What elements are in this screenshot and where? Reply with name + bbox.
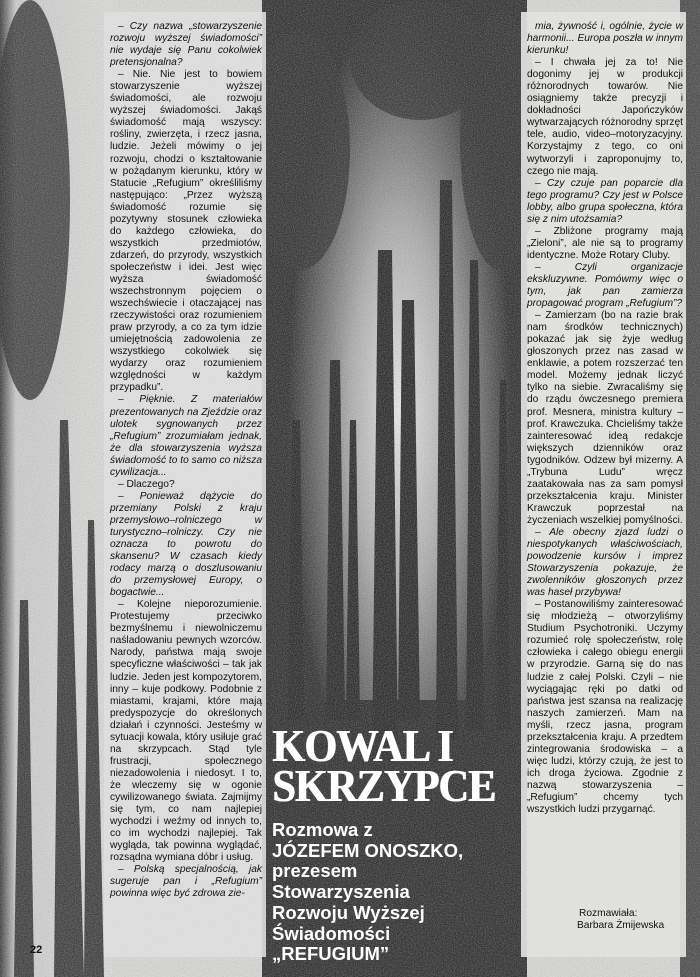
paragraph: – Zbliżone programy mają „Zieloni”, ale nie są to programy identyczne. Może Rotary Cluby.: [527, 225, 683, 261]
paragraph: – Ale obecny zjazd ludzi o niespotykanych właściwościach, powodzenie kursów i imprez Stowarzyszenia pokazuje, że zwolenników głoszonych przez was haseł przybywa!: [527, 526, 683, 599]
article-title: [272, 720, 512, 811]
right-text-column: [527, 21, 683, 816]
paragraph: – Zamierzam (bo na razie brak nam środków technicznych) pokazać jak się żyje według głoszonych przez nas zasad w enklawie, a potem rozszerzać ten model. Możemy jednak liczyć tylko na siebie. Zwracaliśmy się do rządu ówczesnego premiera prof. Mesnera, ministra kultury – prof. Krawczuka. Chcieliśmy także zainteresować ideą redakcje większych dzienników oraz tygodników. Odzew był mizerny. A „Trybuna Ludu” wręcz zaatakowała nas za sam pomysł przekształcenia kraju. Minister Krawczuk poprzestał na życzeniach wszelkiej pomyślności.: [527, 310, 683, 526]
paragraph: – Polską specjalnością, jak sugeruje pan i „Refugium” powinna więc być zdrowa zie-: [110, 864, 262, 900]
title-line-1: KOWAL I: [272, 720, 453, 771]
paragraph: mia, żywność i, ogólnie, życie w harmonii... Europa poszła w innym kierunku!: [527, 21, 683, 57]
paragraph: – Czy nazwa „stowarzyszenie rozwoju wyższej świadomości” nie wydaje się Panu cokolwiek pretensjonalna?: [110, 21, 262, 69]
interviewer-label: Rozmawiała:: [579, 908, 638, 919]
subtitle-line: Świadomości: [272, 922, 391, 944]
paragraph: – Pięknie. Z materiałów prezentowanych na Zjeździe oraz ulotek sygnowanych przez „Refugium” zrozumiałam jednak, że dla stowarzyszenia wyższa świadomość to to samo co niższa cywilizacja...: [110, 394, 262, 478]
paragraph: – Dlaczego?: [118, 478, 175, 490]
page-number: 22: [30, 944, 43, 956]
byline: [527, 908, 683, 932]
subtitle-line: Rozmowa z: [272, 819, 373, 840]
subtitle-line: Rozwoju Wyższej: [272, 901, 425, 923]
interviewer-name: Barbara Żmijewska: [577, 920, 665, 932]
subtitle-line: prezesem: [272, 860, 358, 882]
subtitle-line: JÓZEFEM ONOSZKO,: [272, 839, 464, 861]
paragraph: – Postanowiliśmy zainteresować się młodzieżą – otworzyliśmy Studium Psychotroniki. Uczymy rozumieć rolę społeczeństw, rolę człowieka i całego obiegu energii w przyrodzie. Garną się do nas ludzie z całej Polski. Czyli – nie wyciągając ręki po datki od państwa jest szansa na realizację naszych zamierzeń. Mam na myśli, rzecz jasna, program przekształcenia kraju. A przedtem zintegrowania środowiska – a więc ludzi, którzy czują, że jest to ich droga życiowa. Zgodnie z nazwą stowarzyszenia – „Refugium” chcemy tych wszystkich ludzi przygarnąć.: [527, 599, 683, 816]
paragraph: – Ponieważ dążycie do przemiany Polski z kraju przemysłowo–rolniczego w turystyczno–rolniczy. Czy nie oznacza to powrotu do skansenu? W czasach kiedy rodacy marzą o doszlusowaniu do przemysłowej Europy, o bogactwie...: [110, 490, 262, 599]
paragraph: – Czy czuje pan poparcie dla tego programu? Czy jest w Polsce lobby, albo grupa społeczna, która się z nim utożsamia?: [527, 177, 683, 225]
paragraph: – I chwała jej za to! Nie dogonimy jej w produkcji różnorodnych towarów. Nie osiągniemy także precyzji i dokładności Japończyków wytwarzających różnorodny sprzęt tele, audio, video–motoryzacyjny. Korzystajmy z tego, co oni wytworzyli i zaproponujmy to, czego nie mają.: [527, 57, 683, 177]
paragraph: – Czyli organizacje ekskluzywne. Pomówmy więc o tym, jak pan zamierza propagować program „Refugium”?: [527, 261, 683, 310]
paragraph: – Nie. Nie jest to bowiem stowarzyszenie wyższej świadomości, ale rozwoju wyższej świadomości. Jakąś świadomość mają wszyscy: rośliny, zwierzęta, i rzecz jasna, ludzie. Jeżeli mówimy o jej rozwoju, chodzi o kształtowanie w pożądanym kierunku, który w Statucie „Refugium” określiliśmy następująco: „Przez wyższą świadomość rozumie się pozytywny stosunek człowieka do każdego człowieka, do wszystkich przedmiotów, zdarzeń, do przyrody, wszystkich społeczeństw i idei. Jest więc wyższa świadomość wszechstronnym pojęciem o wszechświecie i otaczającej nas rzeczywistości oraz rozumieniem praw przyrody, a co za tym idzie umiejętnością zadowolenia ze wszystkiego cokolwiek się wydarzy oraz rozumieniem względności w każdym przypadku”.: [110, 69, 262, 394]
title-line-2: SKRZYPCE: [272, 760, 496, 811]
left-text-column: [110, 21, 262, 900]
subtitle-line: Stowarzyszenia: [272, 881, 410, 903]
subtitle-line: „REFUGIUM”: [272, 943, 390, 965]
article-subtitle: [272, 820, 522, 965]
paragraph: – Kolejne nieporozumienie. Protestujemy przeciwko bezmyślnemu i niewolniczemu naśladowaniu pewnych wzorców. Narody, państwa mają swoje specyficzne właściwości – tak jak ludzie. Jeden jest kompozytorem, inny – kuje podkowy. Podobnie z miastami, krajami, które mają predyspozycje do określonych działań i czynności. Jesteśmy w sytuacji kowala, który usiłuje grać na skrzypcach. Stąd tyle frustracji, społecznego niezadowolenia i niedosyt. I to, że wleczemy się w ogonie cywilizowanego świata. Zajmijmy się tym, co nam najlepiej wychodzi i weźmy od innych to, co im wychodzi najlepiej. Tak wygląda, tak powinna wyglądać, rozsądna wymiana dóbr i usług.: [110, 599, 262, 864]
